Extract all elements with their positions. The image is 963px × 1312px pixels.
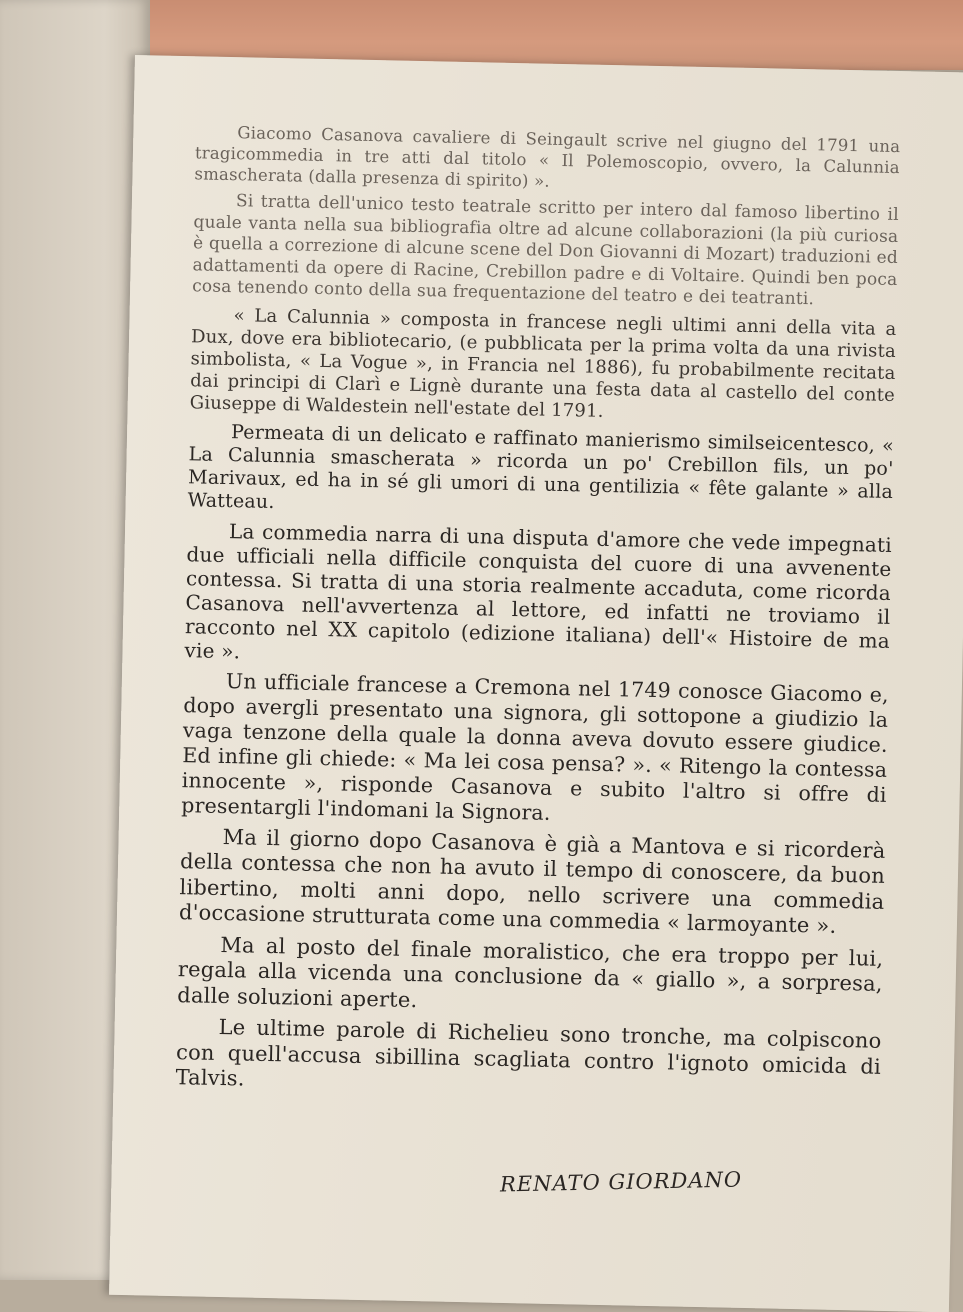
paragraph-1: Giacomo Casanova cavaliere di Seingault scrive nel giugno del 1791 una tragicommedia in tre atti dal titolo « Il Polemoscopio, ovvero, la Calunnia smascherata (dalla presenza di spirito) ». — [194, 123, 901, 191]
paragraph-8: Ma al posto del finale moralistico, che era troppo per lui, regala alla vicenda una conclusione da « giallo », a sorpresa, dalle soluzioni aperte. — [177, 932, 884, 1012]
paragraph-6: Un ufficiale francese a Cremona nel 1749 conosce Giacomo e, dopo avergli presentato una signora, gli sottopone a giudizio la vaga tenzone della quale la donna aveva dovuto essere giudice. Ed infine gli chiede: « Ma lei cosa pensa? ». « Ritengo la contessa innocente », risponde Casanova e subito l'altro si offre di presentargli l'indomani la Signora. — [181, 668, 890, 825]
introduction-text — [175, 121, 900, 1111]
paragraph-5: La commedia narra di una disputa d'amore che vede impegnati due ufficiali nella difficile conquista del cuore di una avvenente contessa. Si tratta di una storia realmente accaduta, come ricorda Casanova nell'avvertenza al lettore, ed infatti ne troviamo il racconto nel XX capitolo (edizione italiana) dell'« Histoire de ma vie ». — [184, 518, 893, 663]
paragraph-7: Ma il giorno dopo Casanova è già a Mantova e si ricorderà della contessa che non ha avuto il tempo di conoscere, da buon libertino, molti anni dopo, nello scrivere una commedia d'occasione strutturata come una commedia « larmoyante ». — [178, 824, 886, 938]
paragraph-3: « La Calunnia » composta in francese negli ultimi anni della vita a Dux, dove era bibliotecario, (e pubblicata per la prima volta da una rivista simbolista, « La Vogue », in Francia nel 1886), fu probabilmente recitata dai principi di Clarì e Lignè durante una festa data al castello del conte Giuseppe di Waldestein nell'estate del 1791. — [189, 304, 897, 422]
paragraph-4: Permeata di un delicato e raffinato manierismo similseicentesco, « La Calunnia smascherata » ricorda un po' Crebillon fils, un po' Marivaux, ed ha in sé gli umori di una gentilizia « fête galante » alla Watteau. — [187, 420, 895, 513]
paragraph-9: Le ultime parole di Richelieu sono tronche, ma colpiscono con quell'accusa sibillina scagliata contro l'ignoto omicida di Talvis. — [175, 1014, 882, 1091]
book-page — [109, 55, 963, 1312]
paragraph-2: Si tratta dell'unico testo teatrale scritto per intero dal famoso libertino il quale vanta nella sua bibliografia oltre ad alcune collaborazioni (la più curiosa è quella a correzione di alcune scene del Don Giovanni di Mozart) traduzioni ed adattamenti da opere di Racine, Crebillon padre e di Voltaire. Quindi ben poca cosa tenendo conto della sua frequentazione del teatro e dei teatranti. — [191, 191, 900, 310]
author-signature: RENATO GIORDANO — [499, 1167, 743, 1197]
